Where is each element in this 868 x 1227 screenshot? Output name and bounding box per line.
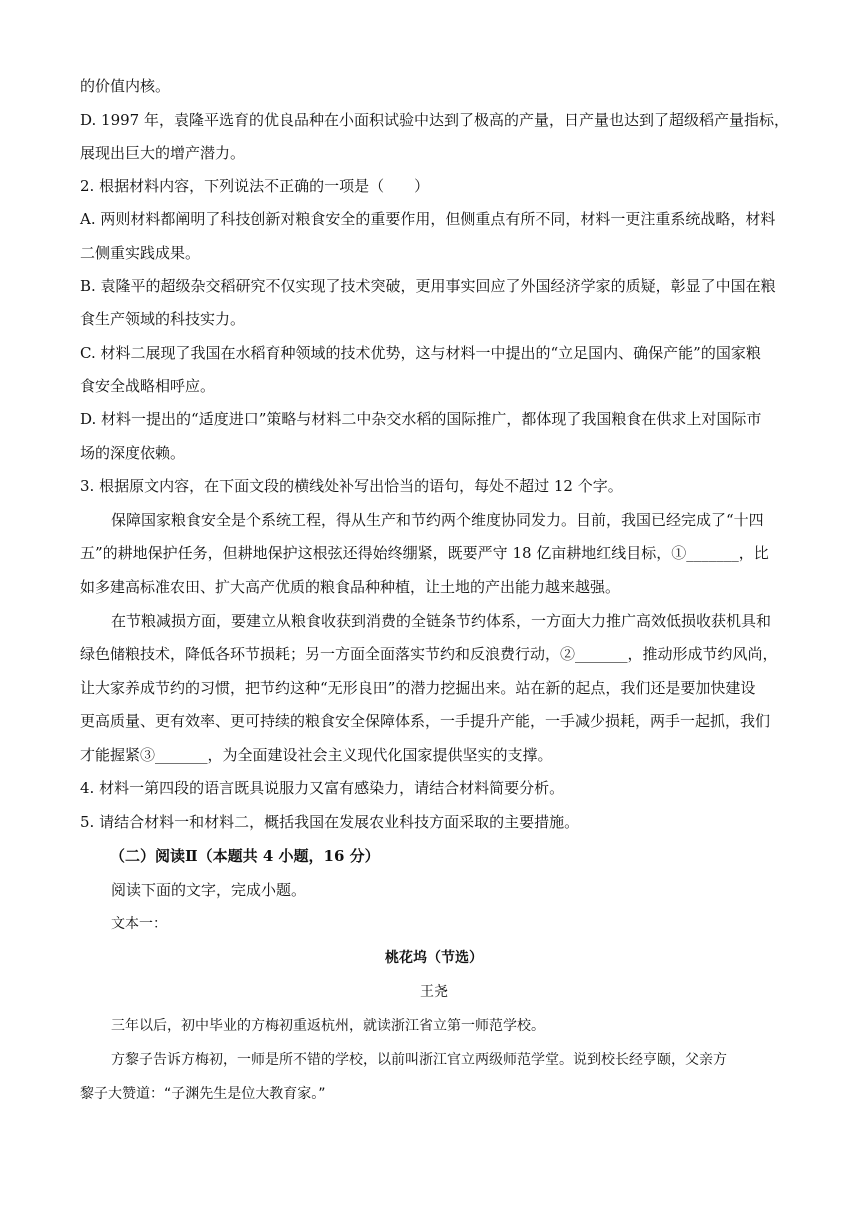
text-line: 食安全战略相呼应。 xyxy=(80,377,216,395)
instruction-line: 阅读下面的文字，完成小题。 xyxy=(111,881,307,899)
question-3: 3. 根据原文内容，在下面文段的横线处补写出恰当的语句，每处不超过 12 个字。 xyxy=(80,477,623,495)
passage-title: 桃花坞（节选） xyxy=(385,950,483,966)
text-line: 二侧重实践成果。 xyxy=(80,244,201,262)
paragraph-line: 五”的耕地保护任务，但耕地保护这根弦还得始终绷紧，既要严守 18 亿亩耕地红线目标，①_______，比 xyxy=(80,544,769,562)
option-d-line: D. 1997 年，袁隆平选育的优良品种在小面积试验中达到了极高的产量，日产量也达到了超级稻产量指标， xyxy=(80,111,789,129)
text-line: 场的深度依赖。 xyxy=(80,444,186,462)
option-c-line: C. 材料二展现了我国在水稻育种领域的技术优势，这与材料一中提出的“立足国内、确保产能”的国家粮 xyxy=(80,344,761,362)
text-line: 展现出巨大的增产潜力。 xyxy=(80,144,246,162)
paragraph-line: 保障国家粮食安全是个系统工程，得从生产和节约两个维度协同发力。目前，我国已经完成了“十四 xyxy=(111,511,764,529)
option-d-line: D. 材料一提出的“适度进口”策略与材料二中杂交水稻的国际推广，都体现了我国粮食在供求上对国际市 xyxy=(80,410,762,428)
passage-author: 王尧 xyxy=(420,984,448,1000)
passage-line: 三年以后，初中毕业的方梅初重返杭州，就读浙江省立第一师范学校。 xyxy=(111,1018,545,1034)
paragraph-line: 绿色储粮技术，降低各环节损耗；另一方面全面落实节约和反浪费行动，②_______，推动形成节约风尚， xyxy=(80,645,778,663)
question-4: 4. 材料一第四段的语言既具说服力又富有感染力，请结合材料简要分析。 xyxy=(80,779,565,797)
question-5: 5. 请结合材料一和材料二，概括我国在发展农业科技方面采取的主要措施。 xyxy=(80,813,580,831)
passage-line: 方黎子告诉方梅初，一师是所不错的学校，以前叫浙江官立两级师范学堂。说到校长经亨颐，父亲方 xyxy=(111,1052,727,1068)
paragraph-line: 更高质量、更有效率、更可持续的粮食安全保障体系，一手提升产能，一手减少损耗，两手一起抓，我们 xyxy=(80,712,771,730)
paragraph-line: 让大家养成节约的习惯，把节约这种“无形良田”的潜力挖掘出来。站在新的起点，我们还是要加快建设 xyxy=(80,679,756,697)
passage-line: 黎子大赞道：“子渊先生是位大教育家。” xyxy=(80,1086,326,1102)
section-heading: （二）阅读Ⅱ（本题共 4 小题，16 分） xyxy=(110,847,380,865)
question-2: 2. 根据材料内容，下列说法不正确的一项是（ ） xyxy=(80,177,430,195)
text-label: 文本一： xyxy=(111,916,167,932)
paragraph-line: 才能握紧③_______，为全面建设社会主义现代化国家提供坚实的支撑。 xyxy=(80,746,553,764)
text-line: 食生产领域的科技实力。 xyxy=(80,310,246,328)
paragraph-line: 如多建高标准农田、扩大高产优质的粮食品种种植，让土地的产出能力越来越强。 xyxy=(80,578,621,596)
paragraph-line: 在节粮减损方面，要建立从粮食收获到消费的全链条节约体系，一方面大力推广高效低损收获机具和 xyxy=(111,612,772,630)
text-line: 的价值内核。 xyxy=(80,77,171,95)
option-a-line: A. 两则材料都阐明了科技创新对粮食安全的重要作用，但侧重点有所不同，材料一更注重系统战略，材料 xyxy=(80,210,776,228)
option-b-line: B. 袁隆平的超级杂交稻研究不仅实现了技术突破，更用事实回应了外国经济学家的质疑，彰显了中国在粮 xyxy=(80,277,776,295)
